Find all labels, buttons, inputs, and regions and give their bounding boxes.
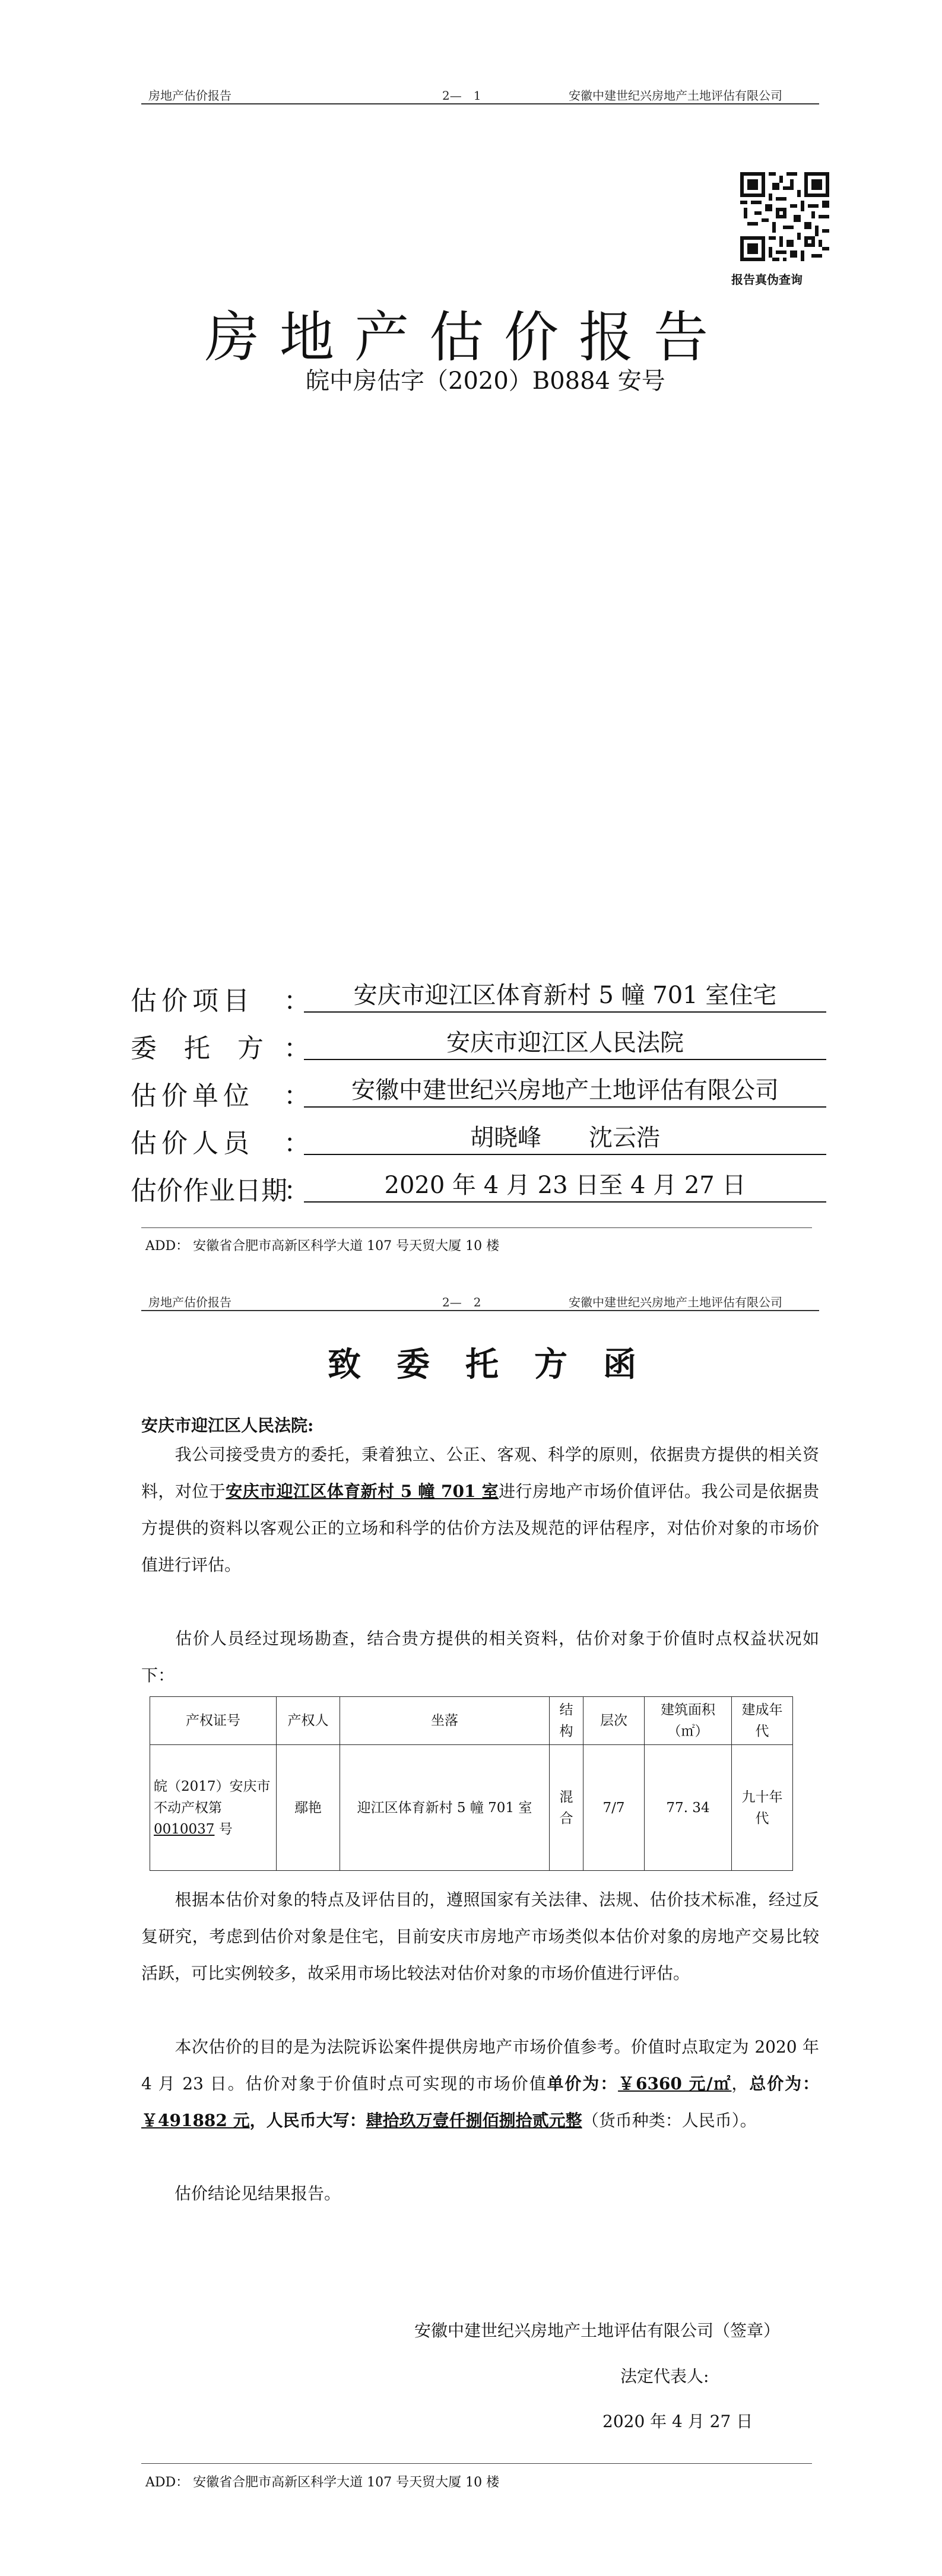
info-value-project: 安庆市迎江区体育新村 5 幢 701 室住宅	[304, 979, 826, 1013]
table-header-area: 建筑面积（㎡）	[645, 1697, 732, 1745]
cert-text-a: 皖（2017）安庆市不动产权第	[154, 1778, 271, 1816]
table-header-cert: 产权证号	[150, 1697, 277, 1745]
table-header-year: 建成年代	[732, 1697, 793, 1745]
total-price-label: 总价为：	[749, 2074, 819, 2093]
rights-table	[150, 1696, 793, 1871]
letter-paragraph-5	[141, 2175, 819, 2212]
page2-footer-rule	[141, 2463, 812, 2464]
cert-number: 0010037	[154, 1821, 215, 1837]
letter-paragraph-3	[141, 1882, 819, 1992]
table-row	[150, 1745, 793, 1871]
letter-paragraph-4	[141, 2029, 819, 2139]
page1-header-rule	[141, 103, 819, 104]
para1-text-b: 进行房地产市场价值评估。我公司是依据贵方提供的资料以客观公正的立场和科学的估价方法及规范的评估程序，对估价对象的市场价值进行评估。	[141, 1481, 819, 1575]
page2-header-left: 房地产估价报告	[148, 1295, 231, 1309]
capital-amount-label: ，人民币大写：	[249, 2111, 366, 2130]
qr-code-icon	[740, 172, 829, 264]
page2-header-rule	[141, 1310, 819, 1311]
para2-text: 估价人员经过现场勘查，结合贵方提供的相关资料，估价对象于价值时点权益状况如下：	[141, 1629, 819, 1685]
letter-salutation: 安庆市迎江区人民法院:	[141, 1416, 314, 1435]
para4-text-a: 本次估价的目的是为法院诉讼案件提供房地产市场价值参考。价值时点取定为 2020 年 4 月 23 日。估价对象于价值时点可实现的市场价值	[141, 2037, 819, 2093]
cert-text-c: 号	[214, 1821, 233, 1837]
page1-footer-rule	[141, 1227, 812, 1228]
table-header-owner: 产权人	[277, 1697, 340, 1745]
info-colon: ：	[284, 1033, 310, 1064]
info-label-work-date: 估价作业日期	[131, 1176, 287, 1206]
para4-tail: （货币种类：人民币）。	[582, 2111, 757, 2130]
rights-table-header-row	[150, 1697, 793, 1745]
table-cell-structure: 混合	[550, 1745, 583, 1871]
para4-separator: ，	[731, 2074, 750, 2093]
page2-header-page-number: 2— 2	[442, 1295, 481, 1309]
page1-header-right: 安徽中建世纪兴房地产土地评估有限公司	[569, 88, 782, 103]
para1-property-address: 安庆市迎江区体育新村 5 幢 701 室	[226, 1481, 499, 1501]
table-header-structure: 结构	[550, 1697, 583, 1745]
table-cell-floor: 7/7	[583, 1745, 645, 1871]
info-value-client: 安庆市迎江区人民法院	[304, 1027, 826, 1060]
total-price-value: ￥491882 元	[141, 2111, 250, 2130]
info-label-appraisers: 估价人员	[131, 1128, 254, 1159]
page1-header-left: 房地产估价报告	[148, 88, 231, 103]
qr-label: 报告真伪查询	[731, 272, 803, 287]
table-header-floor: 层次	[583, 1697, 645, 1745]
info-colon: ：	[284, 1081, 310, 1111]
signature-legal-representative: 法定代表人:	[620, 2366, 709, 2386]
info-label-project: 估价项目	[131, 986, 254, 1016]
report-number: 皖中房估字（2020）B0884 安号	[306, 367, 665, 395]
page2-header-right: 安徽中建世纪兴房地产土地评估有限公司	[569, 1295, 782, 1309]
table-cell-owner: 鄢艳	[277, 1745, 340, 1871]
info-label-appraiser-company: 估价单位	[131, 1081, 254, 1111]
page1-footer-address: ADD： 安徽省合肥市高新区科学大道 107 号天贸大厦 10 楼	[145, 1239, 500, 1254]
info-colon: ：	[284, 1176, 310, 1206]
table-cell-cert	[150, 1745, 277, 1871]
info-value-appraiser-company: 安徽中建世纪兴房地产土地评估有限公司	[304, 1074, 826, 1108]
para5-text: 估价结论见结果报告。	[175, 2184, 341, 2203]
unit-price-label: 单价为：	[547, 2074, 619, 2093]
signature-company: 安徽中建世纪兴房地产土地评估有限公司（签章）	[414, 2321, 781, 2340]
letter-paragraph-2	[141, 1620, 819, 1694]
capital-amount-value: 肆拾玖万壹仟捌佰捌拾贰元整	[366, 2111, 582, 2130]
page1-header-page-number: 2— 1	[442, 88, 481, 103]
info-colon: ：	[284, 1128, 310, 1159]
info-colon: ：	[284, 986, 310, 1016]
page2-footer-address: ADD： 安徽省合肥市高新区科学大道 107 号天贸大厦 10 楼	[145, 2475, 500, 2490]
info-value-work-date: 2020 年 4 月 23 日至 4 月 27 日	[304, 1169, 826, 1203]
table-cell-location: 迎江区体育新村 5 幢 701 室	[340, 1745, 550, 1871]
info-label-client: 委托方	[131, 1033, 291, 1064]
report-title: 房地产估价报告	[205, 306, 729, 369]
para1-text-a: 我公司接受贵方的委托，秉着独立、公正、客观、科学的原则，依据贵方提供的相关资料，对位于	[141, 1445, 819, 1501]
letter-title: 致委托方函	[328, 1345, 672, 1384]
para3-text: 根据本估价对象的特点及评估目的，遵照国家有关法律、法规、估价技术标准，经过反复研究，考虑到估价对象是住宅，目前安庆市房地产市场类似本估价对象的房地产交易比较活跃，可比实例较多，故采用市场比较法对估价对象的市场价值进行评估。	[141, 1890, 819, 1983]
table-cell-area: 77. 34	[645, 1745, 732, 1871]
table-header-location: 坐落	[340, 1697, 550, 1745]
letter-paragraph-1	[141, 1436, 819, 1584]
info-value-appraisers: 胡晓峰 沈云浩	[304, 1122, 826, 1155]
signature-date: 2020 年 4 月 27 日	[602, 2412, 753, 2431]
table-cell-year: 九十年代	[732, 1745, 793, 1871]
unit-price-value: ￥6360 元/㎡	[618, 2074, 732, 2093]
